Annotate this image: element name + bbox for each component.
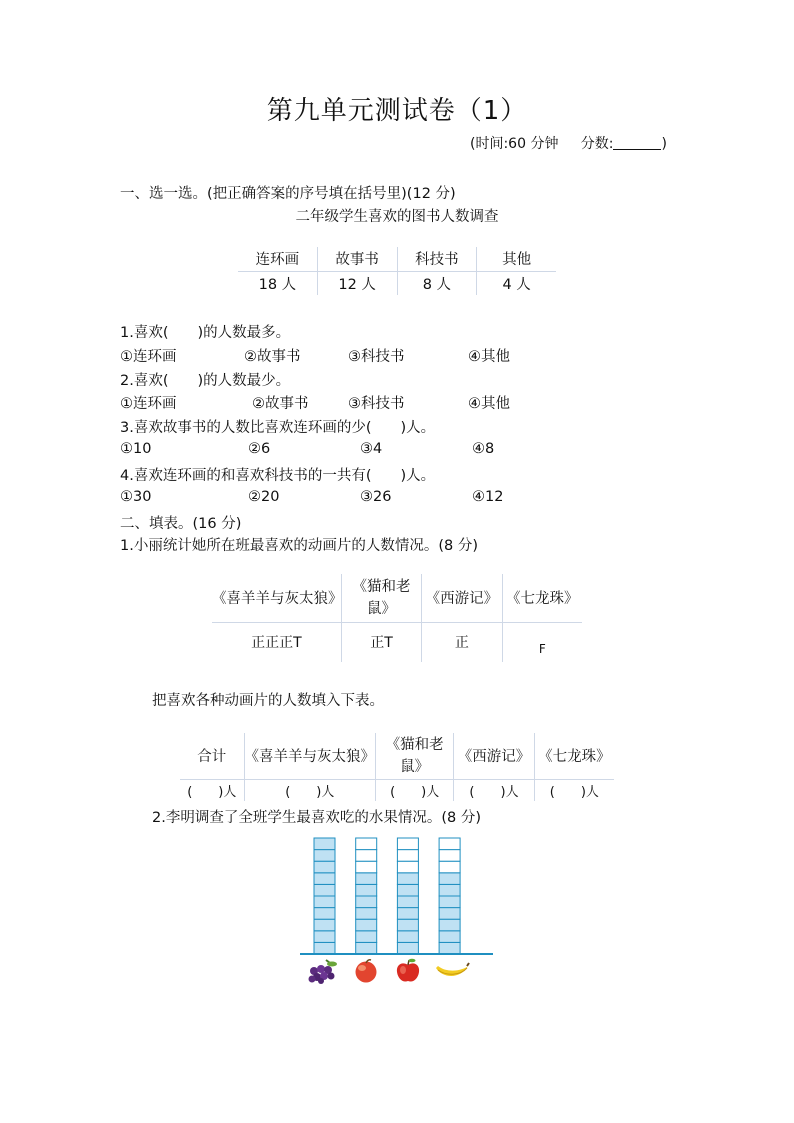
tally-cell: F [502, 622, 582, 662]
q1-option-2[interactable]: ②故事书 [244, 349, 301, 365]
grid-cell [356, 919, 377, 931]
blank-cell[interactable]: ( )人 [180, 779, 244, 801]
score-label: 分数: [580, 136, 614, 152]
grid-cell [397, 896, 418, 908]
grid-cell [439, 861, 460, 873]
blank-cell[interactable]: ( )人 [534, 779, 614, 801]
section2-question-1: 1.小丽统计她所在班最喜欢的动画片的人数情况。(8 分) [120, 538, 478, 554]
q4-option-1[interactable]: ①30 [120, 489, 152, 505]
peach-icon [352, 958, 380, 984]
book-survey-table [238, 247, 556, 295]
q2-option-1[interactable]: ①连环画 [120, 396, 177, 412]
header-cell: 《西游记》 [422, 574, 502, 622]
grid-cell [314, 942, 335, 954]
bar-banana [439, 838, 460, 954]
grid-cell [397, 942, 418, 954]
header-cell: 连环画 [255, 252, 300, 269]
question-4: 4.喜欢连环画的和喜欢科技书的一共有( )人。 [120, 468, 436, 484]
bar-apple [397, 838, 418, 954]
grid-cell [314, 931, 335, 943]
grapes-icon [306, 958, 340, 984]
grid-cell [397, 861, 418, 873]
grid-cell [356, 861, 377, 873]
grid-cell [439, 873, 460, 885]
q2-option-2[interactable]: ②故事书 [252, 396, 309, 412]
grid-cell [397, 873, 418, 885]
test-meta [470, 133, 667, 153]
apple-icon [394, 957, 422, 984]
q2-option-4[interactable]: ④其他 [468, 396, 510, 412]
book-table-caption: 二年级学生喜欢的图书人数调查 [295, 209, 499, 225]
time-limit: (时间:60 分钟 [470, 136, 559, 152]
cartoon-tally-table [212, 574, 582, 662]
header-cell: 《七龙珠》 [502, 574, 582, 622]
header-cell: 《喜羊羊与灰太狼》 [244, 733, 375, 779]
header-cell: 其他 [477, 247, 556, 271]
fill-instruction: 把喜欢各种动画片的人数填入下表。 [152, 693, 384, 709]
grid-cell [314, 850, 335, 862]
value-cell: 12 人 [317, 271, 397, 295]
grid-cell [314, 873, 335, 885]
question-3: 3.喜欢故事书的人数比喜欢连环画的少( )人。 [120, 420, 436, 436]
grid-cell [356, 908, 377, 920]
header-cell: 科技书 [397, 247, 477, 271]
blank-cell[interactable]: ( )人 [454, 779, 534, 801]
grid-cell [397, 850, 418, 862]
grid-cell [397, 919, 418, 931]
q1-option-4[interactable]: ④其他 [468, 349, 510, 365]
q2-option-3[interactable]: ③科技书 [348, 396, 405, 412]
section1-heading: 一、选一选。(把正确答案的序号填在括号里)(12 分) [120, 186, 456, 202]
section2-question-2: 2.李明调查了全班学生最喜欢吃的水果情况。(8 分) [152, 810, 481, 826]
tally-cell: 正正正T [212, 622, 341, 662]
q4-option-2[interactable]: ②20 [248, 489, 280, 505]
header-cell: 故事书 [317, 247, 397, 271]
q1-option-1[interactable]: ①连环画 [120, 349, 177, 365]
score-blank[interactable] [613, 135, 661, 150]
grid-cell [439, 931, 460, 943]
q4-option-4[interactable]: ④12 [472, 489, 504, 505]
header-cell: 《七龙珠》 [534, 733, 614, 779]
banana-icon [434, 960, 470, 982]
grid-cell [397, 931, 418, 943]
page-title: 第九单元测试卷（1） [266, 96, 528, 126]
header-cell: 《西游记》 [454, 733, 534, 779]
value-cell: 4 人 [477, 271, 556, 295]
q3-option-3[interactable]: ③4 [360, 441, 383, 457]
grid-cell [314, 861, 335, 873]
grid-cell [439, 838, 460, 850]
grid-cell [397, 884, 418, 896]
header-cell: 《猫和老 鼠》 [341, 574, 421, 622]
bar-grapes [314, 838, 335, 954]
tally-cell: 正 [422, 622, 502, 662]
cartoon-fill-table [180, 733, 614, 801]
value-cell: 8 人 [397, 271, 477, 295]
grid-cell [439, 850, 460, 862]
grid-cell [439, 908, 460, 920]
grid-cell [314, 838, 335, 850]
blank-cell[interactable]: ( )人 [244, 779, 375, 801]
grid-cell [356, 884, 377, 896]
grid-cell [356, 850, 377, 862]
grid-cell [314, 896, 335, 908]
value-cell: 18 人 [238, 271, 317, 295]
grid-cell [356, 896, 377, 908]
header-cell: 合计 [197, 749, 227, 766]
grid-cell [356, 873, 377, 885]
grid-cell [356, 838, 377, 850]
grid-cell [314, 919, 335, 931]
q3-option-4[interactable]: ④8 [472, 441, 495, 457]
grid-cell [356, 942, 377, 954]
tally-cell: 正T [341, 622, 421, 662]
header-cell: 《猫和老 鼠》 [376, 733, 454, 779]
q1-option-3[interactable]: ③科技书 [348, 349, 405, 365]
q4-option-3[interactable]: ③26 [360, 489, 392, 505]
grid-cell [439, 884, 460, 896]
grid-cell [314, 884, 335, 896]
section2-heading: 二、填表。(16 分) [120, 516, 242, 532]
question-1: 1.喜欢( )的人数最多。 [120, 325, 291, 341]
grid-cell [314, 908, 335, 920]
question-2: 2.喜欢( )的人数最少。 [120, 373, 291, 389]
bar-peach [356, 838, 377, 954]
meta-close: ) [661, 136, 667, 152]
fruit-grid-chart [300, 830, 500, 960]
blank-cell[interactable]: ( )人 [376, 779, 454, 801]
grid-cell [439, 919, 460, 931]
grid-cell [356, 931, 377, 943]
grid-cell [439, 896, 460, 908]
grid-cell [397, 838, 418, 850]
grid-cell [439, 942, 460, 954]
q3-option-2[interactable]: ②6 [248, 441, 271, 457]
q3-option-1[interactable]: ①10 [120, 441, 152, 457]
grid-cell [397, 908, 418, 920]
header-cell: 《喜羊羊与灰太狼》 [212, 591, 343, 608]
